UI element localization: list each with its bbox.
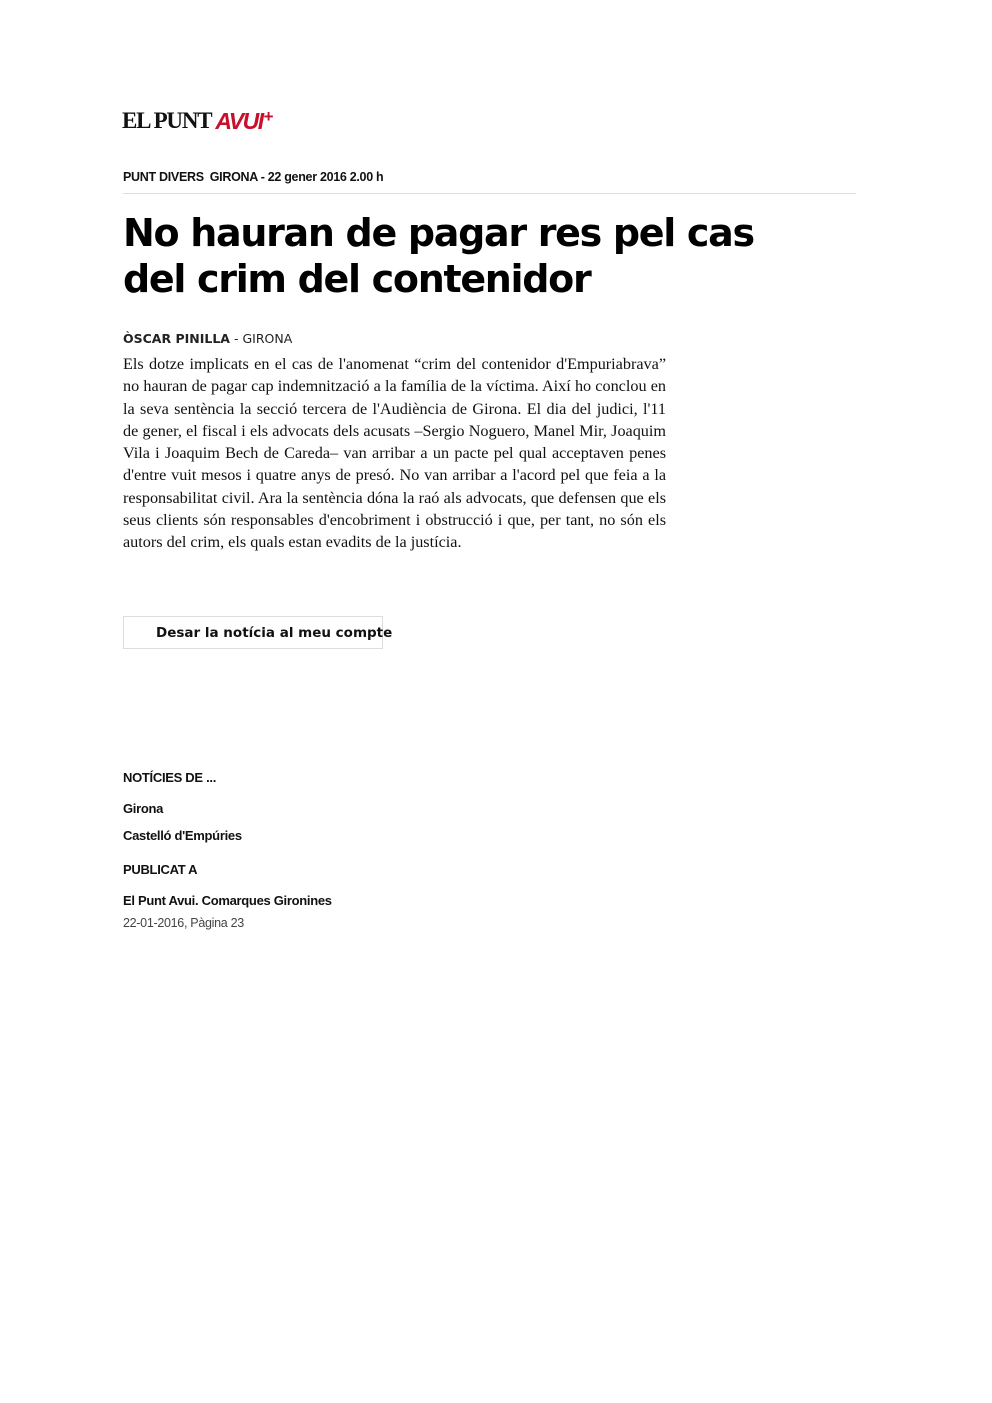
logo-text-el-punt: EL PUNT [122,108,212,133]
article-body: Els dotze implicats en el cas de l'anomenat “crim del contenidor d'Empuriabrava” no hauran de pagar cap indemnització a la família de la víctima. Així ho conclou en la seva sentència la secció tercera de l'Audiència de Girona. El dia del judici, l'11 de gener, el fiscal i els advocats dels acusats –Sergio Noguero, Manel Mir, Joaquim Vila i Joaquim Bech de Careda– van arribar a un pacte pel qual acceptaven penes d'entre vuit mesos i quatre anys de presó. No van arribar a l'acord pel que feia a la responsabilitat civil. Ara la sentència dóna la raó als advocats, que defensen que els seus clients són responsables d'encobriment i obstrucció i que, per tant, no són els autors del crim, els quals estan evadits de la justícia. [123,355,666,552]
save-article-button[interactable]: Desar la notícia al meu compte [123,616,383,649]
publication-detail: 22-01-2016, Pàgina 23 [123,916,244,930]
article-meta [123,170,856,194]
article-title: No hauran de pagar res pel cas del crim del contenidor [123,211,754,301]
byline-location: - GIRONA [233,331,293,346]
publication-link[interactable]: El Punt Avui. Comarques Gironines [123,893,332,908]
section-label[interactable]: PUNT DIVERS [123,170,204,184]
logo-plus-icon: + [263,107,274,126]
location-label: GIRONA [209,170,258,184]
published-in-heading: PUBLICAT A [123,862,198,877]
author-name: ÒSCAR PINILLA [123,331,230,346]
tag-link-girona[interactable]: Girona [123,801,164,816]
logo-text-avui: AVUI [215,108,263,134]
site-logo[interactable] [122,108,274,134]
byline [123,331,292,346]
news-of-heading: NOTÍCIES DE ... [123,770,217,785]
meta-separator: - [260,170,265,184]
tag-link-castello[interactable]: Castelló d'Empúries [123,828,242,843]
publish-date: 22 gener 2016 2.00 h [267,170,384,184]
